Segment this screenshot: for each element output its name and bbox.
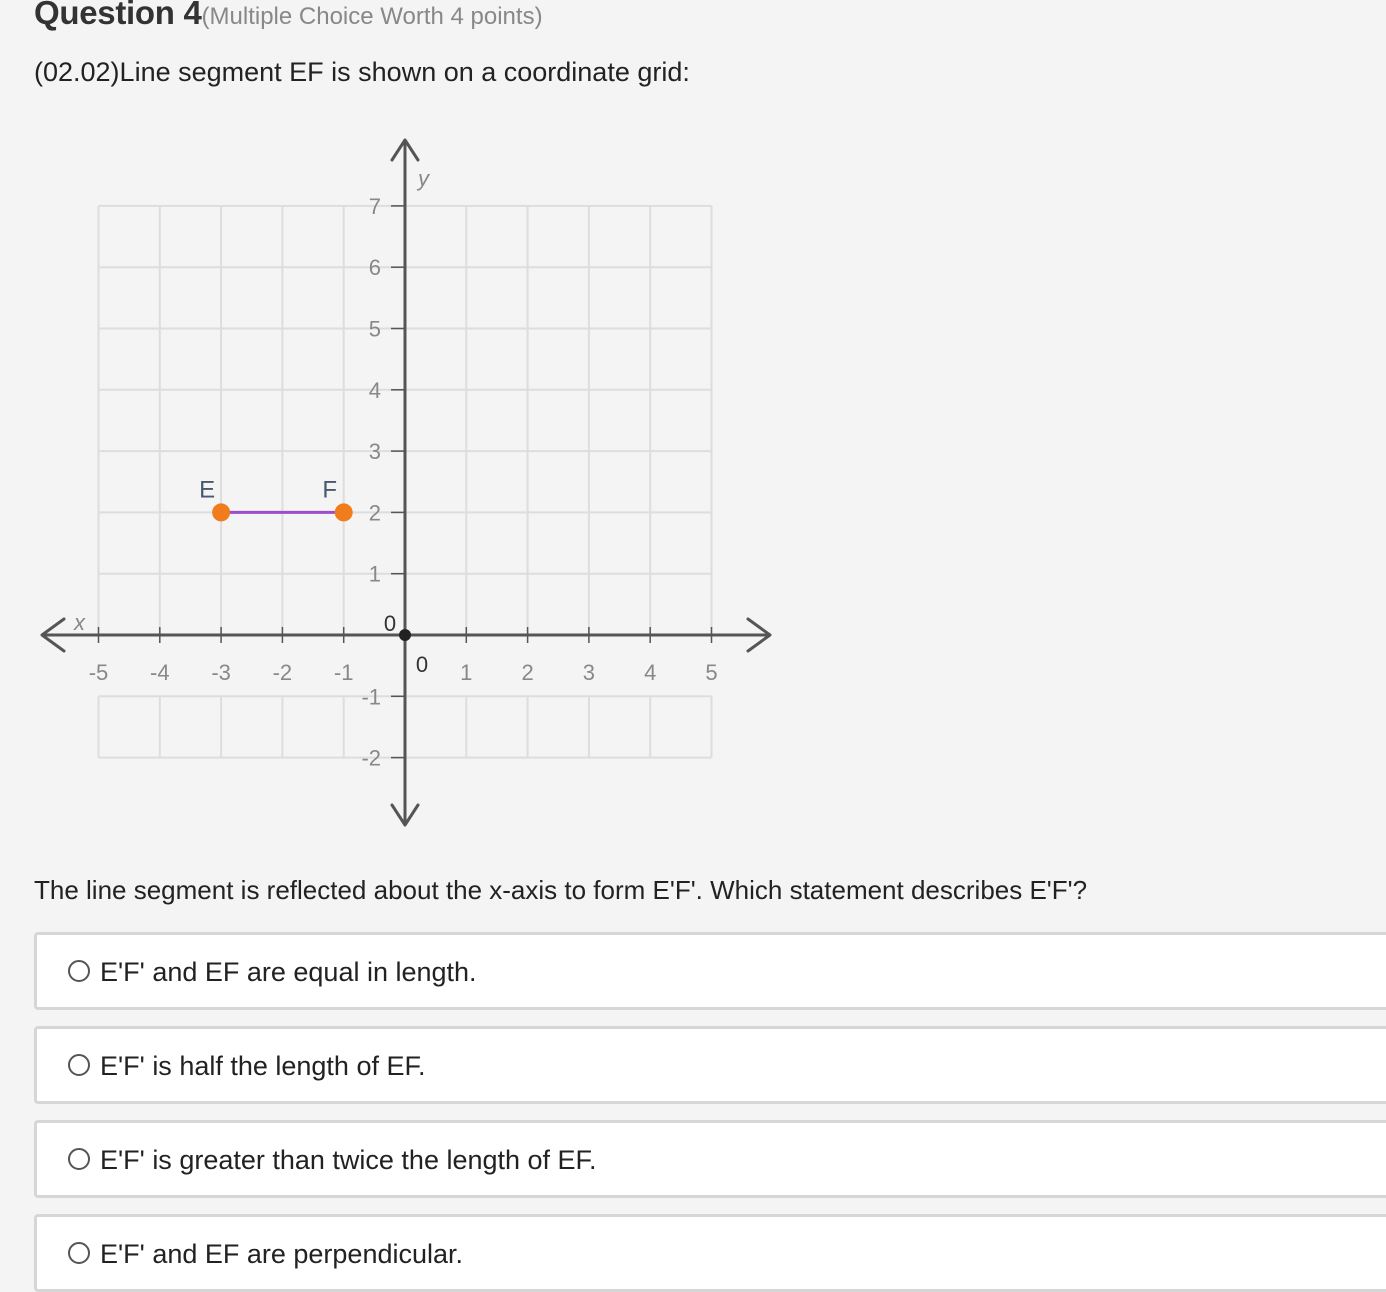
coordinate-grid <box>0 120 820 840</box>
y-tick-label: -2 <box>361 745 381 771</box>
x-tick-label: -2 <box>272 660 293 685</box>
y-tick-label: 5 <box>368 316 381 342</box>
y-tick-label: -1 <box>361 684 381 710</box>
answer-choice-label: E'F' and EF are equal in length. <box>100 957 477 987</box>
question-prompt: The line segment is reflected about the x-axis to form E'F'. Which statement describes E'F'? <box>34 875 1088 905</box>
y-tick-label: 0 <box>383 611 397 636</box>
y-axis-label: y <box>418 166 429 191</box>
question-intro: (02.02)Line segment EF is shown on a coordinate grid: <box>34 57 690 87</box>
answer-choice-label: E'F' is greater than twice the length of EF. <box>100 1145 597 1175</box>
x-tick-label: -1 <box>333 660 354 685</box>
x-tick-label: 4 <box>644 660 657 685</box>
origin-point <box>399 629 411 641</box>
radio-button-icon[interactable] <box>68 1148 90 1170</box>
x-axis-label: x <box>74 610 85 635</box>
point-E <box>212 503 230 521</box>
point-label-F: F <box>322 476 338 504</box>
point-F <box>335 503 353 521</box>
x-tick-label: 0 <box>415 652 429 677</box>
x-tick-label: -3 <box>211 660 231 685</box>
x-tick-label: 3 <box>582 660 596 685</box>
x-tick-label: 1 <box>460 660 473 685</box>
radio-button-icon[interactable] <box>68 1242 90 1264</box>
answer-choice-1[interactable] <box>34 932 1386 1010</box>
radio-button-icon[interactable] <box>68 1054 90 1076</box>
question-title: Question 4 <box>34 0 202 31</box>
point-label-E: E <box>199 476 216 504</box>
answer-choice-label: E'F' is half the length of EF. <box>100 1051 426 1081</box>
radio-button-icon[interactable] <box>68 960 90 982</box>
x-tick-label: 5 <box>705 660 718 685</box>
x-tick-label: -4 <box>150 660 170 685</box>
y-tick-label: 4 <box>368 377 381 403</box>
y-tick-label: 1 <box>368 561 381 587</box>
y-tick-label: 3 <box>368 439 381 465</box>
y-tick-label: 2 <box>368 500 381 526</box>
question-worth: (Multiple Choice Worth 4 points) <box>201 3 543 30</box>
y-tick-label: 6 <box>368 255 381 281</box>
answer-choice-2[interactable] <box>34 1026 1386 1104</box>
answer-choice-3[interactable] <box>34 1120 1386 1198</box>
x-tick-label: -5 <box>88 660 109 685</box>
x-tick-label: 2 <box>521 660 534 685</box>
answer-choice-label: E'F' and EF are perpendicular. <box>100 1239 464 1269</box>
answer-choice-4[interactable] <box>34 1214 1386 1292</box>
question-header <box>34 0 543 32</box>
y-tick-label: 7 <box>368 193 381 219</box>
